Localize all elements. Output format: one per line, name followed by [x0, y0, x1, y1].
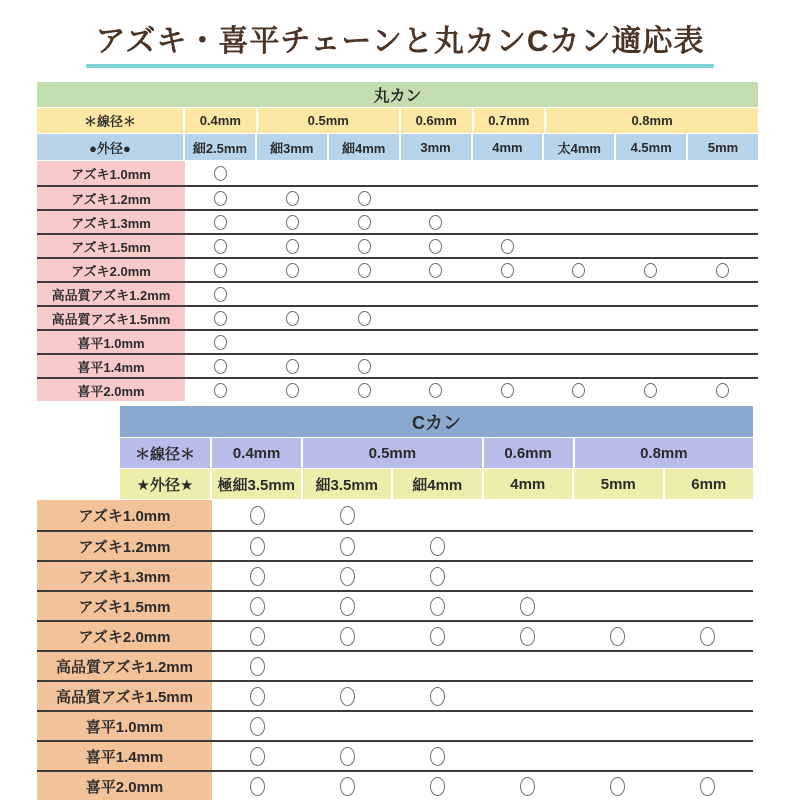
compatible-circle-icon — [214, 359, 227, 374]
mark-cell — [212, 622, 302, 650]
empty-cell — [328, 331, 400, 353]
mark-cell — [212, 682, 302, 710]
wire-col-header: 0.8mm — [575, 438, 753, 468]
empty-cell — [615, 331, 687, 353]
compatible-circle-icon — [520, 627, 535, 646]
chain-row-label: アズキ1.2mm — [37, 187, 185, 209]
table-row — [37, 209, 758, 233]
compatible-circle-icon — [286, 191, 299, 206]
compatible-circle-icon — [214, 311, 227, 326]
table-row — [37, 770, 753, 800]
mark-cell — [257, 187, 329, 209]
mark-cell — [212, 772, 302, 800]
empty-cell — [663, 532, 753, 560]
compatible-circle-icon — [214, 215, 227, 230]
compatible-circle-icon — [286, 215, 299, 230]
chain-row-label: アズキ1.3mm — [37, 562, 212, 590]
mark-cell — [185, 161, 257, 185]
empty-cell — [472, 283, 544, 305]
table-row — [37, 710, 753, 740]
mark-cell — [392, 592, 482, 620]
compatible-circle-icon — [429, 263, 442, 278]
compatible-circle-icon — [358, 359, 371, 374]
outer-col-header: 4mm — [484, 469, 575, 499]
compatible-circle-icon — [358, 383, 371, 398]
mark-cell — [212, 712, 302, 740]
compatible-circle-icon — [286, 311, 299, 326]
compatible-circle-icon — [250, 567, 265, 586]
outer-col-header: 太4mm — [544, 134, 616, 160]
empty-cell — [663, 712, 753, 740]
compatible-circle-icon — [520, 777, 535, 796]
table-row — [37, 650, 753, 680]
outer-col-header: 6mm — [665, 469, 754, 499]
compatible-circle-icon — [430, 777, 445, 796]
mark-cell — [483, 772, 573, 800]
outer-col-header: 細3.5mm — [303, 469, 394, 499]
mark-cell — [400, 259, 472, 281]
empty-cell — [472, 161, 544, 185]
empty-cell — [483, 562, 573, 590]
mark-cell — [257, 211, 329, 233]
mark-cell — [543, 379, 615, 401]
mark-cell — [257, 259, 329, 281]
mark-cell — [212, 742, 302, 770]
empty-cell — [686, 211, 758, 233]
chain-row-label: アズキ2.0mm — [37, 622, 212, 650]
wire-col-header: 0.6mm — [401, 108, 474, 133]
compatible-circle-icon — [340, 747, 355, 766]
mark-cell — [257, 379, 329, 401]
mark-cell — [400, 211, 472, 233]
empty-cell — [543, 187, 615, 209]
mark-cell — [185, 235, 257, 257]
mark-cell — [392, 532, 482, 560]
table-row — [37, 233, 758, 257]
empty-cell — [663, 682, 753, 710]
mark-cell — [328, 307, 400, 329]
compatible-circle-icon — [250, 717, 265, 736]
c_table-header: Cカン — [120, 406, 753, 437]
mark-cell — [212, 592, 302, 620]
mark-cell — [302, 622, 392, 650]
compatible-circle-icon — [286, 263, 299, 278]
empty-cell — [543, 211, 615, 233]
outer-diameter-label: ★外径★ — [120, 469, 212, 499]
outer-diameter-row — [37, 134, 758, 160]
chain-row-label: 喜平2.0mm — [37, 772, 212, 800]
empty-cell — [328, 161, 400, 185]
empty-cell — [483, 532, 573, 560]
outer-diameter-label: ●外径● — [37, 134, 185, 160]
empty-cell — [257, 161, 329, 185]
mark-cell — [472, 259, 544, 281]
empty-cell — [686, 331, 758, 353]
empty-cell — [686, 235, 758, 257]
empty-cell — [392, 500, 482, 530]
maru_table-header: 丸カン — [37, 82, 758, 107]
mark-cell — [257, 235, 329, 257]
compatible-circle-icon — [700, 627, 715, 646]
mark-cell — [392, 682, 482, 710]
compatible-circle-icon — [430, 747, 445, 766]
empty-cell — [686, 307, 758, 329]
compatible-circle-icon — [429, 239, 442, 254]
mark-cell — [302, 742, 392, 770]
mark-cell — [257, 355, 329, 377]
mark-cell — [185, 379, 257, 401]
mark-cell — [328, 259, 400, 281]
mark-cell — [392, 562, 482, 590]
empty-cell — [400, 187, 472, 209]
mark-cell — [328, 187, 400, 209]
chain-row-label: アズキ1.0mm — [37, 500, 212, 530]
mark-cell — [302, 532, 392, 560]
compatible-circle-icon — [340, 597, 355, 616]
mark-cell — [483, 592, 573, 620]
empty-cell — [400, 161, 472, 185]
mark-cell — [185, 355, 257, 377]
chain-row-label: アズキ1.3mm — [37, 211, 185, 233]
table-row — [37, 161, 758, 185]
empty-cell — [573, 742, 663, 770]
empty-cell — [302, 652, 392, 680]
compatible-circle-icon — [286, 359, 299, 374]
outer-col-header: 極細3.5mm — [212, 469, 303, 499]
compatible-circle-icon — [214, 166, 227, 181]
mark-cell — [328, 211, 400, 233]
empty-cell — [615, 235, 687, 257]
empty-cell — [392, 652, 482, 680]
compatible-circle-icon — [358, 191, 371, 206]
wire-col-header: 0.8mm — [546, 108, 758, 133]
mark-cell — [472, 235, 544, 257]
compatible-circle-icon — [610, 777, 625, 796]
table-row — [37, 560, 753, 590]
mark-cell — [302, 772, 392, 800]
compatible-circle-icon — [430, 567, 445, 586]
mark-cell — [212, 500, 302, 530]
empty-cell — [686, 355, 758, 377]
mark-cell — [663, 622, 753, 650]
mark-cell — [543, 259, 615, 281]
compatible-circle-icon — [250, 627, 265, 646]
empty-cell — [573, 532, 663, 560]
table-row — [37, 377, 758, 401]
compatible-circle-icon — [250, 777, 265, 796]
compatible-circle-icon — [430, 597, 445, 616]
compatible-circle-icon — [700, 777, 715, 796]
chain-row-label: 喜平1.0mm — [37, 712, 212, 740]
mark-cell — [615, 259, 687, 281]
empty-cell — [400, 355, 472, 377]
outer-col-header: 3mm — [401, 134, 473, 160]
empty-cell — [615, 355, 687, 377]
empty-cell — [483, 712, 573, 740]
empty-cell — [615, 161, 687, 185]
mark-cell — [392, 772, 482, 800]
wire-diameter-row — [37, 438, 753, 468]
title-area — [0, 16, 800, 68]
wire-col-header: 0.7mm — [474, 108, 547, 133]
table-row — [37, 353, 758, 377]
mark-cell — [472, 379, 544, 401]
compatible-circle-icon — [340, 506, 355, 525]
mark-cell — [257, 307, 329, 329]
empty-cell — [400, 331, 472, 353]
compatible-circle-icon — [430, 627, 445, 646]
compatible-circle-icon — [501, 239, 514, 254]
outer-col-header: 細4mm — [329, 134, 401, 160]
table-row — [37, 500, 753, 530]
chain-row-label: 高品質アズキ1.5mm — [37, 682, 212, 710]
empty-cell — [543, 235, 615, 257]
compatible-circle-icon — [501, 383, 514, 398]
mark-cell — [573, 772, 663, 800]
table-row — [37, 680, 753, 710]
empty-cell — [328, 283, 400, 305]
empty-cell — [472, 355, 544, 377]
chain-row-label: 高品質アズキ1.2mm — [37, 652, 212, 680]
compatible-circle-icon — [572, 263, 585, 278]
wire-col-header: 0.4mm — [185, 108, 258, 133]
compatible-circle-icon — [214, 287, 227, 302]
empty-cell — [472, 211, 544, 233]
mark-cell — [328, 379, 400, 401]
compatible-circle-icon — [430, 687, 445, 706]
chain-row-label: アズキ1.5mm — [37, 592, 212, 620]
wire-col-header: 0.5mm — [258, 108, 401, 133]
compatible-circle-icon — [572, 383, 585, 398]
empty-cell — [573, 652, 663, 680]
mark-cell — [663, 772, 753, 800]
wire-diameter-row — [37, 108, 758, 133]
table-row — [37, 257, 758, 281]
table-row — [37, 590, 753, 620]
empty-cell — [663, 500, 753, 530]
empty-cell — [543, 161, 615, 185]
outer-diameter-row — [37, 469, 753, 499]
table-row — [37, 185, 758, 209]
empty-cell — [472, 187, 544, 209]
compatible-circle-icon — [214, 191, 227, 206]
compatible-circle-icon — [214, 383, 227, 398]
mark-cell — [185, 283, 257, 305]
chain-row-label: 喜平1.0mm — [37, 331, 185, 353]
empty-cell — [483, 500, 573, 530]
mark-cell — [573, 622, 663, 650]
empty-cell — [302, 712, 392, 740]
compatible-circle-icon — [430, 537, 445, 556]
compatible-circle-icon — [250, 657, 265, 676]
mark-cell — [302, 592, 392, 620]
header-left-spacer — [37, 438, 120, 468]
table-row — [37, 740, 753, 770]
outer-col-header: 5mm — [574, 469, 665, 499]
table-row — [37, 530, 753, 560]
mark-cell — [302, 500, 392, 530]
empty-cell — [543, 355, 615, 377]
empty-cell — [543, 331, 615, 353]
empty-cell — [663, 562, 753, 590]
compatible-circle-icon — [358, 215, 371, 230]
mark-cell — [302, 682, 392, 710]
empty-cell — [615, 307, 687, 329]
empty-cell — [663, 742, 753, 770]
outer-col-header: 細2.5mm — [185, 134, 257, 160]
empty-cell — [483, 742, 573, 770]
table-row — [37, 305, 758, 329]
compatible-circle-icon — [250, 687, 265, 706]
empty-cell — [573, 682, 663, 710]
compatible-circle-icon — [340, 567, 355, 586]
empty-cell — [483, 682, 573, 710]
compatible-circle-icon — [358, 311, 371, 326]
page-title: アズキ・喜平チェーンと丸カンCカン適応表 — [86, 16, 715, 68]
empty-cell — [686, 187, 758, 209]
wire-col-header: 0.4mm — [212, 438, 303, 468]
empty-cell — [472, 331, 544, 353]
empty-cell — [543, 283, 615, 305]
outer-col-header: 5mm — [688, 134, 758, 160]
chain-row-label: アズキ1.2mm — [37, 532, 212, 560]
compatible-circle-icon — [716, 383, 729, 398]
compatible-circle-icon — [340, 777, 355, 796]
mark-cell — [212, 562, 302, 590]
chain-row-label: アズキ1.0mm — [37, 161, 185, 185]
empty-cell — [472, 307, 544, 329]
c-kan-table — [37, 406, 753, 800]
compatible-circle-icon — [429, 383, 442, 398]
empty-cell — [392, 712, 482, 740]
empty-cell — [257, 283, 329, 305]
mark-cell — [328, 235, 400, 257]
chain-row-label: 喜平1.4mm — [37, 742, 212, 770]
compatible-circle-icon — [610, 627, 625, 646]
outer-col-header: 細4mm — [393, 469, 484, 499]
empty-cell — [686, 161, 758, 185]
compatible-circle-icon — [214, 239, 227, 254]
chain-row-label: アズキ1.5mm — [37, 235, 185, 257]
empty-cell — [686, 283, 758, 305]
mark-cell — [302, 562, 392, 590]
wire-col-header: 0.5mm — [303, 438, 483, 468]
mark-cell — [185, 211, 257, 233]
compatible-circle-icon — [214, 263, 227, 278]
mark-cell — [392, 742, 482, 770]
compatible-circle-icon — [520, 597, 535, 616]
mark-cell — [212, 652, 302, 680]
mark-cell — [392, 622, 482, 650]
empty-cell — [573, 500, 663, 530]
mark-cell — [686, 259, 758, 281]
compatible-circle-icon — [250, 506, 265, 525]
mark-cell — [185, 307, 257, 329]
compatible-circle-icon — [340, 627, 355, 646]
compatible-circle-icon — [429, 215, 442, 230]
chain-row-label: 高品質アズキ1.5mm — [37, 307, 185, 329]
mark-cell — [185, 187, 257, 209]
compatible-circle-icon — [358, 239, 371, 254]
mark-cell — [400, 235, 472, 257]
empty-cell — [573, 592, 663, 620]
empty-cell — [663, 652, 753, 680]
compatible-circle-icon — [501, 263, 514, 278]
mark-cell — [483, 622, 573, 650]
empty-cell — [483, 652, 573, 680]
compatible-circle-icon — [250, 537, 265, 556]
empty-cell — [615, 283, 687, 305]
mark-cell — [400, 379, 472, 401]
header-left-spacer — [37, 469, 120, 499]
mark-cell — [686, 379, 758, 401]
mark-cell — [212, 532, 302, 560]
empty-cell — [257, 331, 329, 353]
chain-row-label: 喜平2.0mm — [37, 379, 185, 401]
empty-cell — [615, 211, 687, 233]
table-row — [37, 329, 758, 353]
empty-cell — [663, 592, 753, 620]
compatible-circle-icon — [340, 687, 355, 706]
compatible-circle-icon — [214, 335, 227, 350]
wire-diameter-label: ＊線径＊ — [120, 438, 212, 468]
empty-cell — [615, 187, 687, 209]
mark-cell — [615, 379, 687, 401]
empty-cell — [400, 283, 472, 305]
compatible-circle-icon — [644, 263, 657, 278]
chain-row-label: アズキ2.0mm — [37, 259, 185, 281]
compatible-circle-icon — [716, 263, 729, 278]
outer-col-header: 4.5mm — [616, 134, 688, 160]
compatible-circle-icon — [250, 597, 265, 616]
table-row — [37, 281, 758, 305]
compatible-circle-icon — [644, 383, 657, 398]
chain-row-label: 高品質アズキ1.2mm — [37, 283, 185, 305]
maru-kan-table — [37, 82, 758, 401]
wire-col-header: 0.6mm — [484, 438, 575, 468]
mark-cell — [185, 331, 257, 353]
mark-cell — [328, 355, 400, 377]
compatible-circle-icon — [286, 383, 299, 398]
wire-diameter-label: ＊線径＊ — [37, 108, 185, 133]
empty-cell — [400, 307, 472, 329]
table-row — [37, 620, 753, 650]
outer-col-header: 4mm — [473, 134, 545, 160]
compatible-circle-icon — [340, 537, 355, 556]
chain-row-label: 喜平1.4mm — [37, 355, 185, 377]
empty-cell — [543, 307, 615, 329]
outer-col-header: 細3mm — [257, 134, 329, 160]
compatible-circle-icon — [250, 747, 265, 766]
empty-cell — [573, 712, 663, 740]
compatible-circle-icon — [358, 263, 371, 278]
mark-cell — [185, 259, 257, 281]
empty-cell — [573, 562, 663, 590]
compatible-circle-icon — [286, 239, 299, 254]
